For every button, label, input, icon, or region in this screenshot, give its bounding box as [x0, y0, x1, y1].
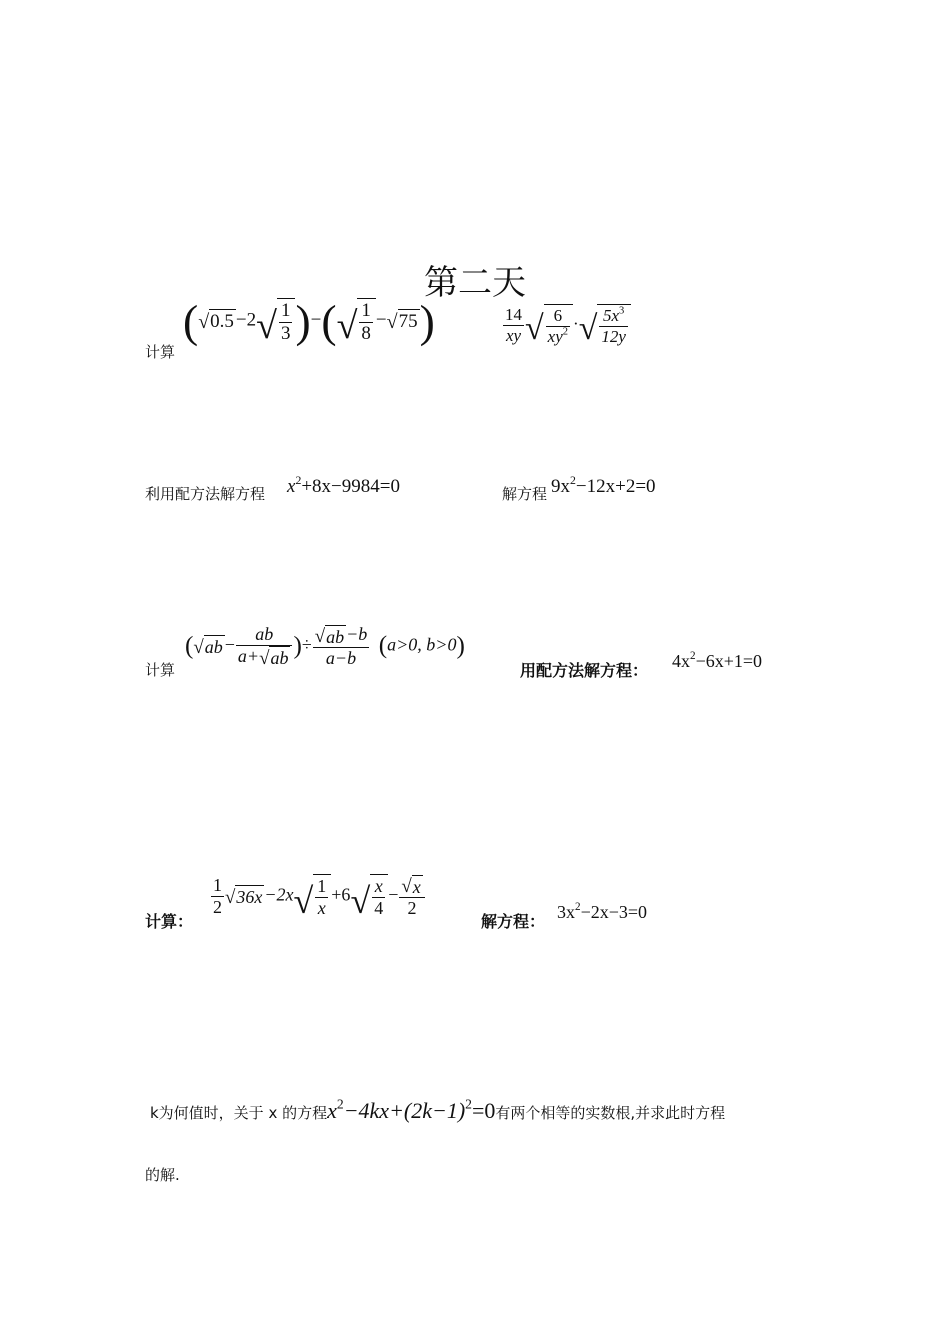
- problem-6-equation: $4x^2-6x+1=0$: [672, 650, 763, 671]
- problem-3-equation: $x^2+8x-9984=0$: [287, 473, 400, 497]
- problem-5-label: 计算: [145, 661, 176, 679]
- problem-9-line-1: k为何值时，关于 x 的方程$x^2-4kx+(2k-1)^2=0$有两个相等的实数根,并求此时方程: [150, 1096, 726, 1123]
- problem-9-line-2: 的解.: [145, 1166, 180, 1184]
- problem-8-label: 解方程：: [481, 912, 546, 931]
- problem-1-label: 计算: [145, 343, 176, 361]
- problem-7-label: 计算：: [145, 912, 194, 931]
- problem-4-label: 解方程: [502, 485, 548, 503]
- problem-7-expression: $\frac{1}{2}$ √ 36x −2x √ $\frac{1}{x}$ +6 √ $\frac{x}{4}$ − √ x 2: [210, 874, 426, 919]
- page-title: 第二天: [424, 263, 526, 303]
- problem-1-expression: ( √ 0.5 −2 √ $\frac{1}{3}$ )−( √ $\frac{1}{8}$ − √ 75 ): [183, 295, 435, 347]
- problem-2-expression: $\frac{14}{xy}$ √ $\frac{6}{xy^2}$ · √ $\frac{5x^3}{12y}$: [502, 304, 631, 346]
- problem-3-label: 利用配方法解方程: [145, 485, 266, 503]
- problem-5-expression: ( √ ab − ab a+ √ ab )÷ √ ab −b a−b (a>0, b>0): [185, 624, 465, 669]
- problem-8-equation: $3x^2-2x-3=0$: [557, 901, 648, 922]
- problem-6-label: 用配方法解方程：: [520, 661, 649, 680]
- problem-4-equation: $9x^2-12x+2=0$: [551, 473, 656, 497]
